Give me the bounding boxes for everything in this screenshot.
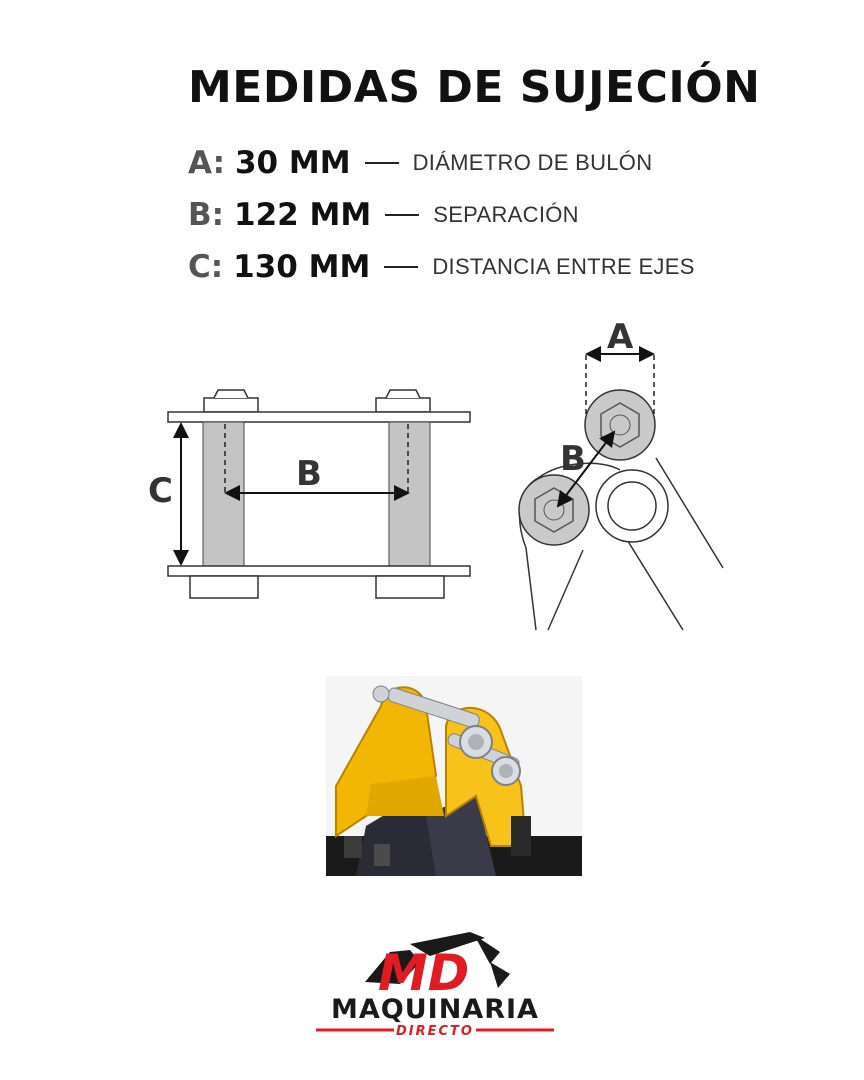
pin-bottom [519,475,589,545]
bottom-plate [168,566,470,576]
top-bushing-left [204,398,258,412]
logo-initials: MD [378,944,470,1002]
spec-letter: C: [188,249,224,285]
dimension-b-label: B [296,454,322,494]
spec-value: 122 MM [234,197,372,233]
product-photo [326,676,582,876]
top-bushing-right [376,398,430,412]
spec-description: DIÁMETRO DE BULÓN [412,150,653,175]
spec-description: DISTANCIA ENTRE EJES [432,254,695,279]
page-title: MEDIDAS DE SUJECIÓN [188,62,761,113]
brand-name: MAQUINARIA [331,994,539,1025]
separator-dash [385,214,419,216]
spec-row-b [188,195,579,235]
pin-top [585,390,655,460]
bottom-bushing-left [190,576,258,598]
dimension-b-label: B [560,439,586,479]
brand-logo [310,922,560,1042]
spec-row-c [188,247,695,287]
spec-row-a [188,143,652,183]
dimension-c-label: C [148,471,173,511]
front-view-diagram [140,380,480,610]
brand-tagline: DIRECTO [396,1024,474,1039]
separator-dash [365,162,399,164]
bottom-bushing-right [376,576,444,598]
dimension-a-label: A [607,317,634,357]
spec-value: 30 MM [234,145,351,181]
spec-letter: B: [188,197,225,233]
spec-letter: A: [188,145,225,181]
spec-description: SEPARACIÓN [433,202,579,227]
top-plate [168,412,470,422]
side-view-diagram [508,310,738,635]
spec-value: 130 MM [233,249,371,285]
separator-dash [384,266,418,268]
